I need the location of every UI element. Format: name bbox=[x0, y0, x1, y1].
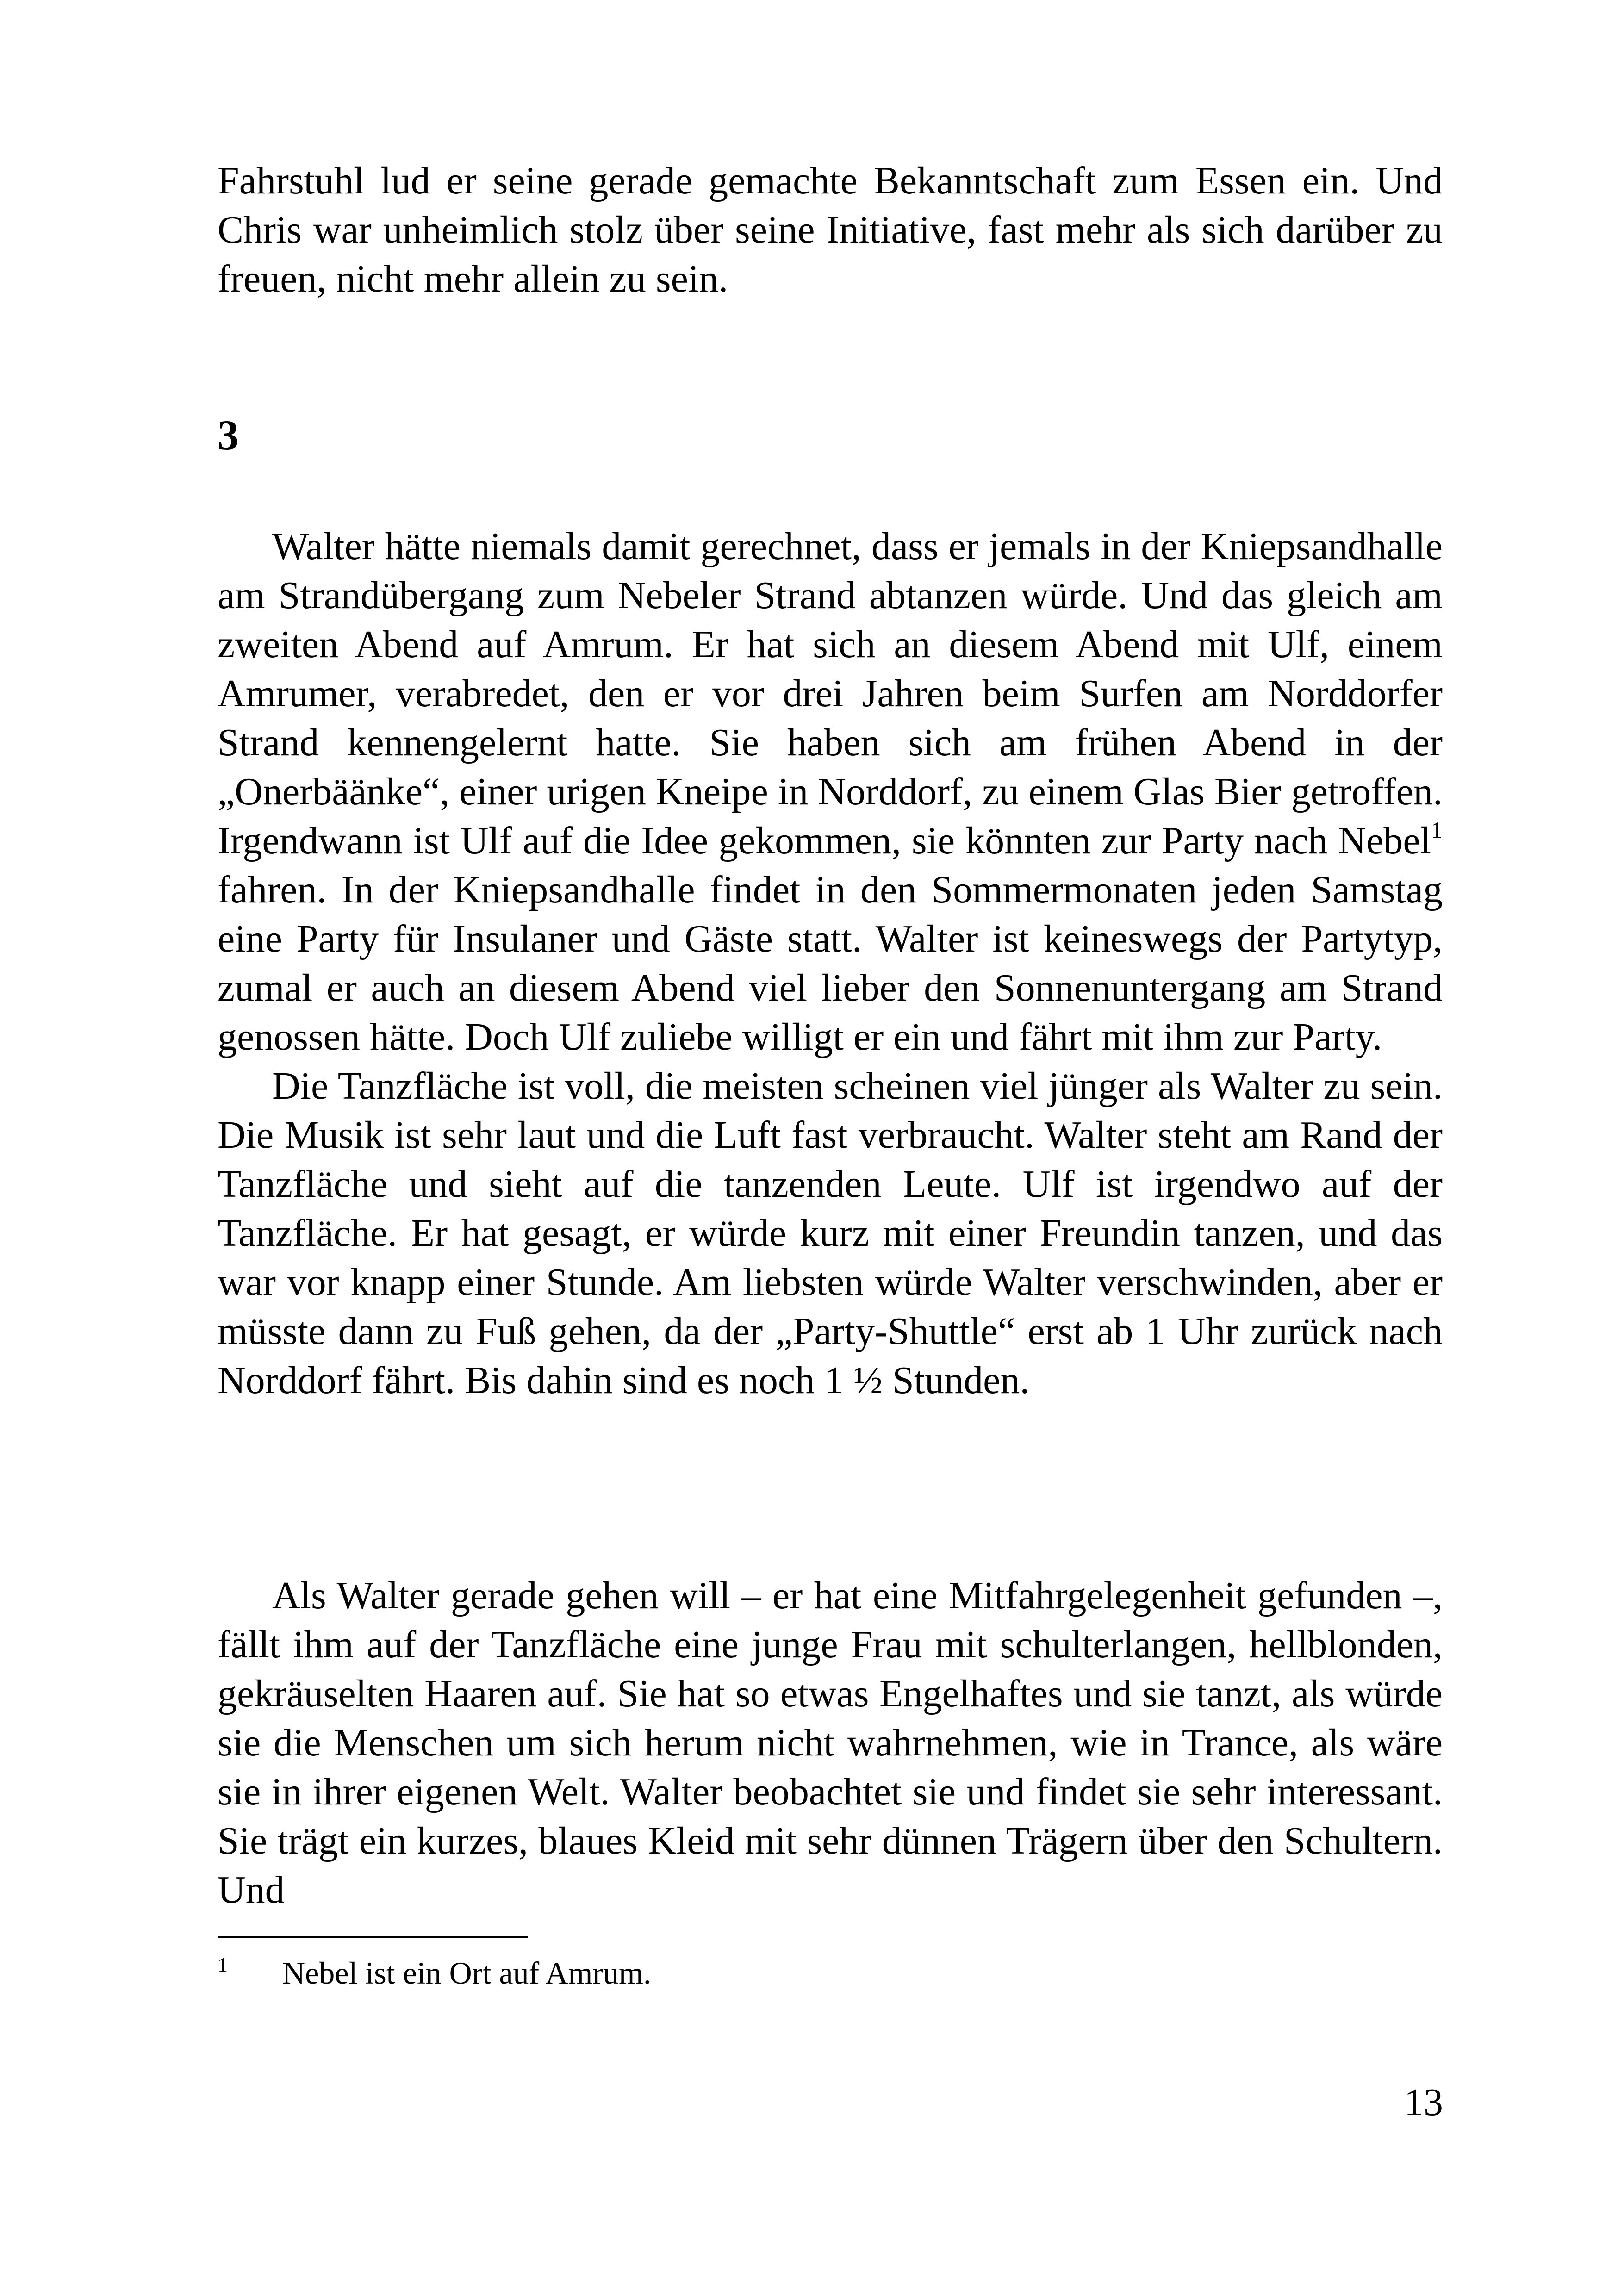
chapter-body-continued bbox=[218, 1571, 1443, 1915]
paragraph-1-text-a: Walter hätte niemals damit gerechnet, dass er jemals in der Kniepsandhalle am Strandübergang zum Nebeler Strand abtanzen würde. Und das gleich am zweiten Abend auf Amrum. Er hat sich an diesem Abend mit Ulf, einem Amrumer, verabredet, den er vor drei Jahren beim Surfen am Norddorfer Strand kennengelernt hatte. Sie haben sich am frühen Abend in der „Onerbäänke“, einer urigen Kneipe in Norddorf, zu einem Glas Bier getroffen. Irgendwann ist Ulf auf die Idee gekommen, sie könnten zur Party nach Nebel bbox=[218, 525, 1443, 862]
page-number: 13 bbox=[1404, 2081, 1443, 2124]
footnote-separator bbox=[218, 1936, 528, 1938]
chapter-body bbox=[218, 522, 1443, 1405]
paragraph-1-text-b: fahren. In der Kniepsandhalle findet in den Sommermonaten jeden Samstag eine Party für Insulaner und Gäste statt. Walter ist keineswegs der Partytyp, zumal er auch an diesem Abend viel lieber den Sonnenuntergang am Strand genossen hätte. Doch Ulf zuliebe willigt er ein und fährt mit ihm zur Party. bbox=[218, 868, 1443, 1058]
footnote-text: Nebel ist ein Ort auf Amrum. bbox=[282, 1955, 651, 1991]
intro-text: Fahrstuhl lud er seine gerade gemachte Bekanntschaft zum Essen ein. Und Chris war unheimlich stolz über seine Initiative, fast mehr als sich darüber zu freuen, nicht mehr allein zu sein. bbox=[218, 159, 1443, 300]
paragraph-3: Als Walter gerade gehen will – er hat eine Mitfahrgelegenheit gefunden –, fällt ihm auf der Tanzfläche eine junge Frau mit schulterlangen, hellblonden, gekräuselten Haaren auf. Sie hat so etwas Engelhaftes und sie tanzt, als würde sie die Menschen um sich herum nicht wahrnehmen, wie in Trance, als wäre sie in ihrer eigenen Welt. Walter beobachtet sie und findet sie sehr interessant. Sie trägt ein kurzes, blaues Kleid mit sehr dünnen Trägern über den Schultern. Und bbox=[218, 1574, 1443, 1911]
paragraph-1 bbox=[218, 522, 1443, 1062]
chapter-number-heading: 3 bbox=[218, 411, 239, 459]
footnote: 1 Nebel ist ein Ort auf Amrum. bbox=[218, 1954, 651, 1991]
paragraph-2: Die Tanzfläche ist voll, die meisten scheinen viel jünger als Walter zu sein. Die Musik ist sehr laut und die Luft fast verbraucht. Walter steht am Rand der Tanzfläche und sieht auf die tanzenden Leute. Ulf ist irgendwo auf der Tanzfläche. Er hat gesagt, er würde kurz mit einer Freundin tanzen, und das war vor knapp einer Stunde. Am liebsten würde Walter verschwinden, aber er müsste dann zu Fuß gehen, da der „Party-Shuttle“ erst ab 1 Uhr zurück nach Norddorf fährt. Bis dahin sind es noch 1 ½ Stunden. bbox=[218, 1064, 1443, 1402]
continued-paragraph bbox=[218, 156, 1443, 304]
footnote-reference[interactable]: 1 bbox=[1431, 817, 1443, 843]
